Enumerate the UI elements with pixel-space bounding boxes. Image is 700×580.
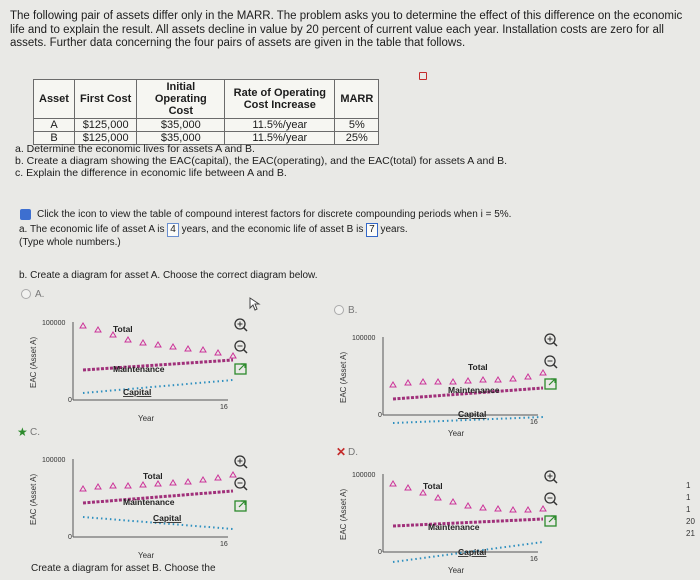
total-label: Total: [113, 324, 133, 334]
total-marker: [185, 479, 191, 484]
answer-a-suffix: years.: [380, 224, 408, 235]
copy-icon[interactable]: [419, 72, 427, 80]
maintenance-label: Maintenance: [448, 385, 500, 395]
answer-note: (Type whole numbers.): [19, 237, 121, 248]
eac-chart: [338, 462, 573, 580]
option-c-label: C.: [30, 427, 40, 438]
total-marker: [185, 346, 191, 351]
part-b-prompt: b. Create a diagram for asset A. Choose the correct diagram below.: [19, 270, 318, 281]
popout-icon: [545, 516, 556, 526]
diagram-option-a[interactable]: [28, 310, 263, 428]
total-marker: [80, 323, 86, 328]
maintenance-label: Maintenance: [428, 522, 480, 532]
zoom-in-icon: [545, 334, 557, 346]
side-number-column: [686, 480, 695, 540]
life-b-field[interactable]: 7: [366, 223, 378, 237]
total-label: Total: [143, 471, 163, 481]
table-header: Asset: [34, 80, 75, 119]
total-marker: [540, 370, 546, 375]
total-marker: [140, 340, 146, 345]
x-tick-label: 16: [530, 556, 538, 563]
eac-chart: [28, 447, 263, 565]
mouse-cursor-icon: [249, 297, 261, 311]
option-b-radio[interactable]: [334, 305, 344, 315]
diagram-option-d[interactable]: [338, 462, 573, 580]
total-marker: [495, 506, 501, 511]
table-cell: $35,000: [137, 132, 225, 145]
side-number: 21: [686, 529, 695, 538]
total-marker: [230, 472, 236, 477]
maintenance-label: Maintenance: [123, 497, 175, 507]
total-marker: [405, 485, 411, 490]
option-a-radio[interactable]: [21, 289, 31, 299]
total-marker: [200, 477, 206, 482]
capital-series: [83, 380, 233, 393]
total-marker: [80, 486, 86, 491]
total-marker: [155, 481, 161, 486]
table-header: First Cost: [74, 80, 136, 119]
y-tick-label: 100000: [42, 320, 66, 327]
total-marker: [525, 374, 531, 379]
total-marker: [170, 344, 176, 349]
question-c: c. Explain the difference in economic life between A and B.: [15, 167, 287, 179]
table-header: Initial Operating Cost: [137, 80, 225, 119]
zoom-out-icon: [545, 493, 557, 505]
total-marker: [140, 482, 146, 487]
diagram-option-b[interactable]: [338, 325, 573, 443]
y-axis-label: EAC (Asset A): [29, 473, 38, 525]
x-tick-label: 16: [530, 419, 538, 426]
maintenance-label: Maintenance: [113, 364, 165, 374]
life-a-field[interactable]: 4: [167, 223, 179, 237]
total-marker: [125, 337, 131, 342]
x-tick-label: 0: [378, 412, 382, 419]
zoom-in-icon: [235, 319, 247, 331]
question-b: b. Create a diagram showing the EAC(capital), the EAC(operating), and the EAC(total) for assets A and B.: [15, 155, 508, 167]
side-number: 20: [686, 517, 695, 526]
total-marker: [390, 481, 396, 486]
answer-a-middle: years, and the economic life of asset B is: [181, 224, 364, 235]
table-cell: 25%: [335, 132, 379, 145]
x-tick-label: 0: [68, 397, 72, 404]
option-d-label: D.: [348, 447, 358, 458]
table-cell: $125,000: [74, 119, 136, 132]
total-marker: [480, 505, 486, 510]
table-header: MARR: [335, 80, 379, 119]
y-tick-label: 100000: [352, 472, 376, 479]
total-marker: [125, 483, 131, 488]
hint-text: Click the icon to view the table of compound interest factors for discrete compounding periods when i = 5%.: [37, 209, 512, 220]
capital-label: Capital: [153, 513, 182, 523]
option-a-label: A.: [35, 289, 45, 300]
total-marker: [540, 506, 546, 511]
y-tick-label: 100000: [352, 335, 376, 342]
total-marker: [480, 377, 486, 382]
incorrect-mark-icon: ✕: [336, 445, 347, 459]
total-marker: [495, 377, 501, 382]
zoom-out-icon: [235, 341, 247, 353]
x-tick-label: 16: [220, 541, 228, 548]
x-tick-label: 0: [378, 549, 382, 556]
table-cell: A: [34, 119, 75, 132]
y-axis-label: EAC (Asset A): [29, 336, 38, 388]
total-marker: [170, 480, 176, 485]
table-cell: 5%: [335, 119, 379, 132]
zoom-out-icon: [235, 478, 247, 490]
total-marker: [155, 342, 161, 347]
total-marker: [420, 379, 426, 384]
eac-chart: [28, 310, 263, 428]
x-tick-label: 0: [68, 534, 72, 541]
correct-mark-icon: ★: [17, 425, 28, 439]
y-axis-label: EAC (Asset A): [339, 351, 348, 403]
question-a: a. Determine the economic lives for assets A and B.: [15, 143, 255, 155]
side-number: 1: [686, 505, 691, 514]
total-marker: [390, 382, 396, 387]
total-marker: [405, 380, 411, 385]
table-cell: B: [34, 132, 75, 145]
total-marker: [525, 507, 531, 512]
hint-table-icon[interactable]: [20, 209, 31, 220]
table-cell: 11.5%/year: [225, 119, 335, 132]
total-marker: [510, 507, 516, 512]
total-marker: [230, 353, 236, 358]
problem-intro: The following pair of assets differ only in the MARR. The problem asks you to determine the effect of this difference on the economic life and to explain the result. All assets decline in value by 20 percent of current value each year. Installation costs are zero for all assets. Further data concerning the four pairs of assets are given in the table that follows.: [10, 10, 683, 49]
total-marker: [435, 495, 441, 500]
capital-label: Capital: [458, 547, 487, 557]
total-marker: [465, 503, 471, 508]
y-tick-label: 100000: [42, 457, 66, 464]
x-tick-label: 16: [220, 404, 228, 411]
questions: [15, 143, 575, 179]
total-marker: [200, 347, 206, 352]
total-marker: [95, 484, 101, 489]
table-cell: 11.5%/year: [225, 132, 335, 145]
x-axis-title: Year: [448, 566, 465, 575]
option-b-label: B.: [348, 305, 358, 316]
answer-a: [19, 223, 519, 249]
diagram-option-c[interactable]: [28, 447, 263, 565]
total-marker: [465, 378, 471, 383]
total-marker: [450, 499, 456, 504]
total-marker: [95, 327, 101, 332]
asset-table: [33, 79, 379, 145]
total-label: Total: [423, 481, 443, 491]
zoom-in-icon: [235, 456, 247, 468]
total-marker: [510, 376, 516, 381]
table-cell: $125,000: [74, 132, 136, 145]
table-header-row: [34, 80, 379, 119]
side-number: 1: [686, 493, 691, 502]
total-marker: [450, 379, 456, 384]
capital-label: Capital: [458, 409, 487, 419]
x-axis-title: Year: [448, 429, 465, 438]
capital-label: Capital: [123, 387, 152, 397]
table-row: [34, 119, 379, 132]
y-axis-label: EAC (Asset A): [339, 488, 348, 540]
part-b-asset-b-prompt: Create a diagram for asset B. Choose the: [31, 563, 216, 574]
side-number: 1: [686, 481, 691, 490]
eac-chart: [338, 325, 573, 443]
total-marker: [110, 483, 116, 488]
total-marker: [435, 379, 441, 384]
total-label: Total: [468, 362, 488, 372]
table-header: Rate of Operating Cost Increase: [225, 80, 335, 119]
zoom-out-icon: [545, 356, 557, 368]
total-marker: [215, 350, 221, 355]
popout-icon: [545, 379, 556, 389]
popout-icon: [235, 364, 246, 374]
x-axis-title: Year: [138, 414, 155, 423]
answer-a-prefix: a. The economic life of asset A is: [19, 224, 165, 235]
total-marker: [215, 475, 221, 480]
popout-icon: [235, 501, 246, 511]
zoom-in-icon: [545, 471, 557, 483]
table-cell: $35,000: [137, 119, 225, 132]
x-axis-title: Year: [138, 551, 155, 560]
